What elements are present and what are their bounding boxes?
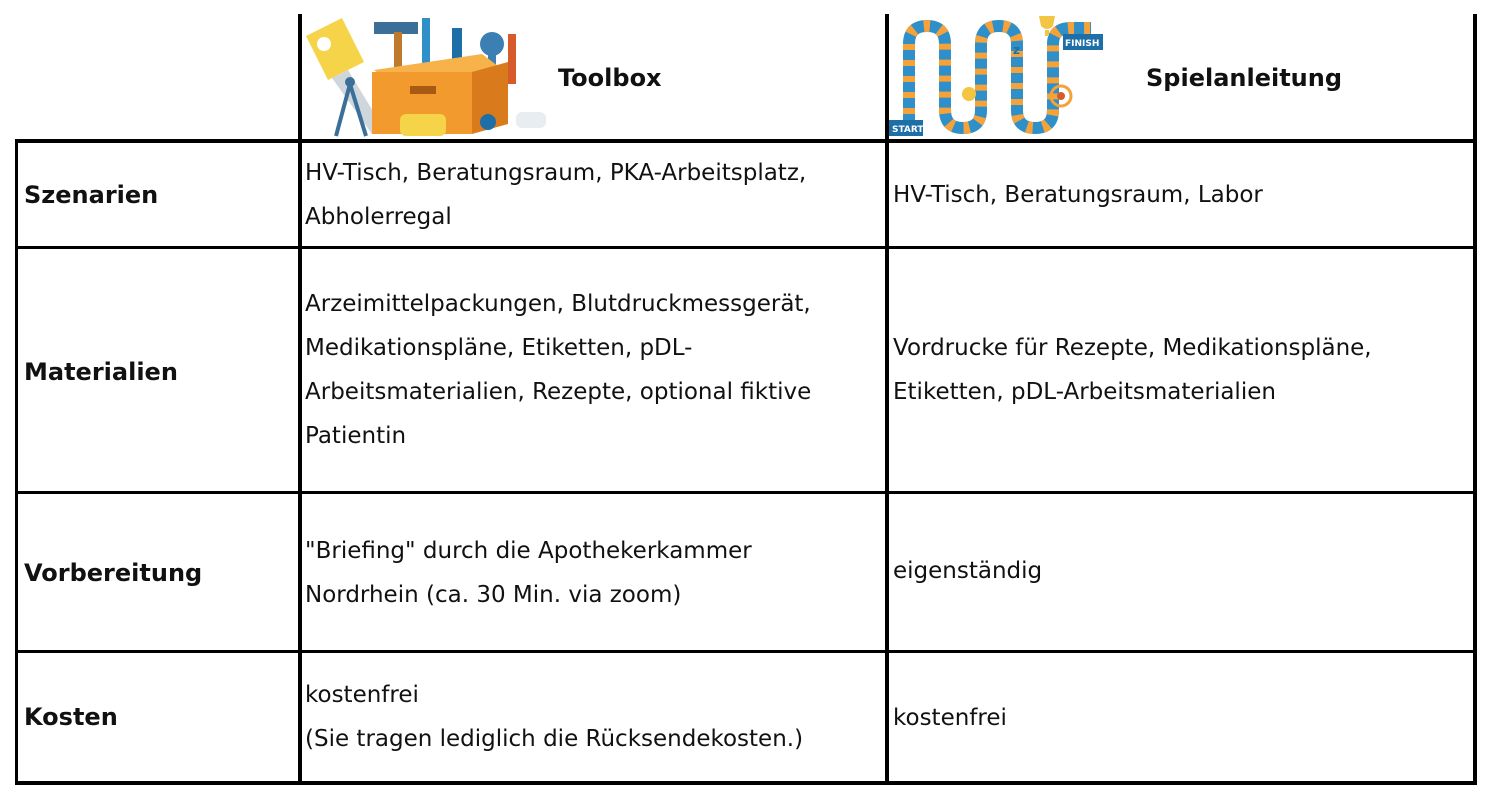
cell-line: Medikationspläne, Etiketten, pDL- bbox=[305, 335, 693, 361]
cell-line: (Sie tragen lediglich die Rücksendekosten.) bbox=[305, 726, 804, 752]
column-divider-3 bbox=[1473, 14, 1477, 785]
szenarien-spiel-cell bbox=[893, 173, 1263, 217]
cell-line: HV-Tisch, Beratungsraum, PKA-Arbeitsplatz, bbox=[305, 160, 807, 186]
cell-line: Arzeimittelpackungen, Blutdruckmessgerät, bbox=[305, 291, 811, 317]
table-left-border bbox=[15, 139, 18, 785]
cell-line: kostenfrei bbox=[305, 682, 419, 708]
cell-line: kostenfrei bbox=[893, 705, 1007, 731]
row-label-szenarien: Szenarien bbox=[24, 181, 159, 209]
cell-line: Nordrhein (ca. 30 Min. via zoom) bbox=[305, 582, 682, 608]
vorbereitung-spiel-cell bbox=[893, 549, 1042, 593]
szenarien-toolbox-cell bbox=[305, 151, 806, 239]
row-divider bbox=[15, 781, 1477, 785]
cell-line: Patientin bbox=[305, 423, 407, 449]
cell-line: HV-Tisch, Beratungsraum, Labor bbox=[893, 182, 1263, 208]
svg-text:START: START bbox=[892, 125, 924, 135]
cell-line: Abholerregal bbox=[305, 204, 452, 230]
column-title-spielanleitung: Spielanleitung bbox=[1146, 64, 1343, 92]
row-divider bbox=[15, 650, 1477, 653]
column-title-toolbox: Toolbox bbox=[558, 64, 662, 92]
board-game-icon bbox=[889, 14, 1103, 138]
toolbox-icon bbox=[302, 14, 548, 138]
row-label-vorbereitung: Vorbereitung bbox=[24, 559, 203, 587]
svg-text:FINISH: FINISH bbox=[1065, 39, 1100, 49]
vorbereitung-toolbox-cell bbox=[305, 529, 752, 617]
materialien-spiel-cell bbox=[893, 326, 1372, 414]
row-label-kosten: Kosten bbox=[24, 703, 118, 731]
materialien-toolbox-cell bbox=[305, 282, 811, 458]
row-label-materialien: Materialien bbox=[24, 358, 178, 386]
cell-line: Etiketten, pDL-Arbeitsmaterialien bbox=[893, 379, 1276, 405]
cell-line: "Briefing" durch die Apothekerkammer bbox=[305, 538, 752, 564]
cell-line: Vordrucke für Rezepte, Medikationspläne, bbox=[893, 335, 1372, 361]
row-divider bbox=[15, 246, 1477, 249]
svg-text:z: z bbox=[1013, 43, 1020, 57]
cell-line: eigenständig bbox=[893, 558, 1043, 584]
row-divider bbox=[15, 491, 1477, 494]
kosten-spiel-cell bbox=[893, 696, 1007, 740]
row-divider bbox=[15, 139, 1477, 143]
cell-line: Arbeitsmaterialien, Rezepte, optional fiktive bbox=[305, 379, 812, 405]
kosten-toolbox-cell bbox=[305, 673, 803, 761]
